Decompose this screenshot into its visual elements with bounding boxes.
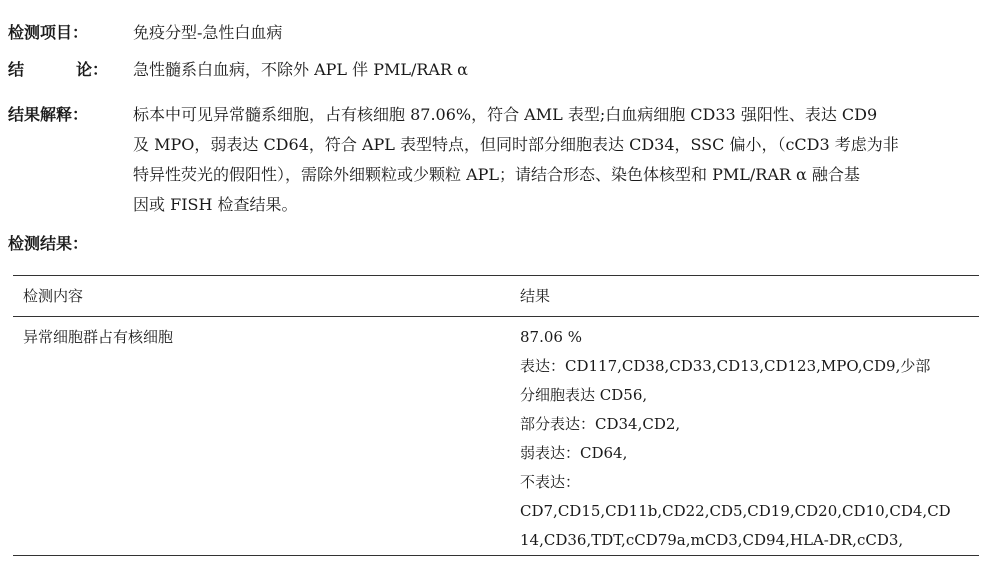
header-item: 检测内容 — [13, 276, 510, 317]
interpretation-line: 标本中可见异常髓系细胞，占有核细胞 87.06%，符合 AML 表型;白血病细胞 CD33 强阳性、表达 CD9 — [133, 105, 878, 124]
conclusion-field — [8, 55, 983, 85]
interpretation-line: 因或 FISH 检查结果。 — [133, 195, 298, 214]
header-result: 结果 — [510, 276, 979, 317]
interpretation-line: 特异性荧光的假阳性），需除外细颗粒或少颗粒 APL；请结合形态、染色体核型和 PML/RAR α 融合基 — [133, 165, 860, 184]
interpretation-field — [8, 100, 983, 224]
table-row — [13, 317, 979, 556]
results-table — [13, 275, 979, 556]
interpretation-label: 结果解释： — [8, 105, 89, 124]
result-line: 弱表达：CD64, — [520, 444, 628, 462]
result-line: 87.06 % — [520, 328, 582, 346]
results-heading: 检测结果： — [8, 234, 89, 253]
conclusion-value: 急性髓系白血病，不除外 APL 伴 PML/RAR α — [133, 60, 468, 79]
test-project-value: 免疫分型-急性白血病 — [133, 23, 283, 42]
result-line: 不表达： — [520, 473, 581, 491]
test-project-field — [8, 18, 983, 48]
test-project-label: 检测项目： — [8, 23, 89, 42]
conclusion-label-part2: 论： — [76, 60, 109, 79]
result-line: CD7,CD15,CD11b,CD22,CD5,CD19,CD20,CD10,CD4,CD — [520, 502, 951, 520]
row-result — [510, 317, 979, 556]
conclusion-label — [8, 55, 108, 85]
conclusion-label-part1: 结 — [8, 60, 25, 79]
row-item: 异常细胞群占有核细胞 — [13, 317, 510, 556]
result-line: 表达：CD117,CD38,CD33,CD13,CD123,MPO,CD9,少部 — [520, 357, 931, 375]
interpretation-line: 及 MPO，弱表达 CD64，符合 APL 表型特点，但同时部分细胞表达 CD34，SSC 偏小，（cCD3 考虑为非 — [133, 135, 899, 154]
interpretation-text — [133, 100, 983, 220]
result-line: 14,CD36,TDT,cCD79a,mCD3,CD94,HLA-DR,cCD3, — [520, 531, 904, 549]
table-header-row — [13, 276, 979, 317]
result-line: 分细胞表达 CD56, — [520, 386, 648, 404]
result-line: 部分表达：CD34,CD2, — [520, 415, 681, 433]
